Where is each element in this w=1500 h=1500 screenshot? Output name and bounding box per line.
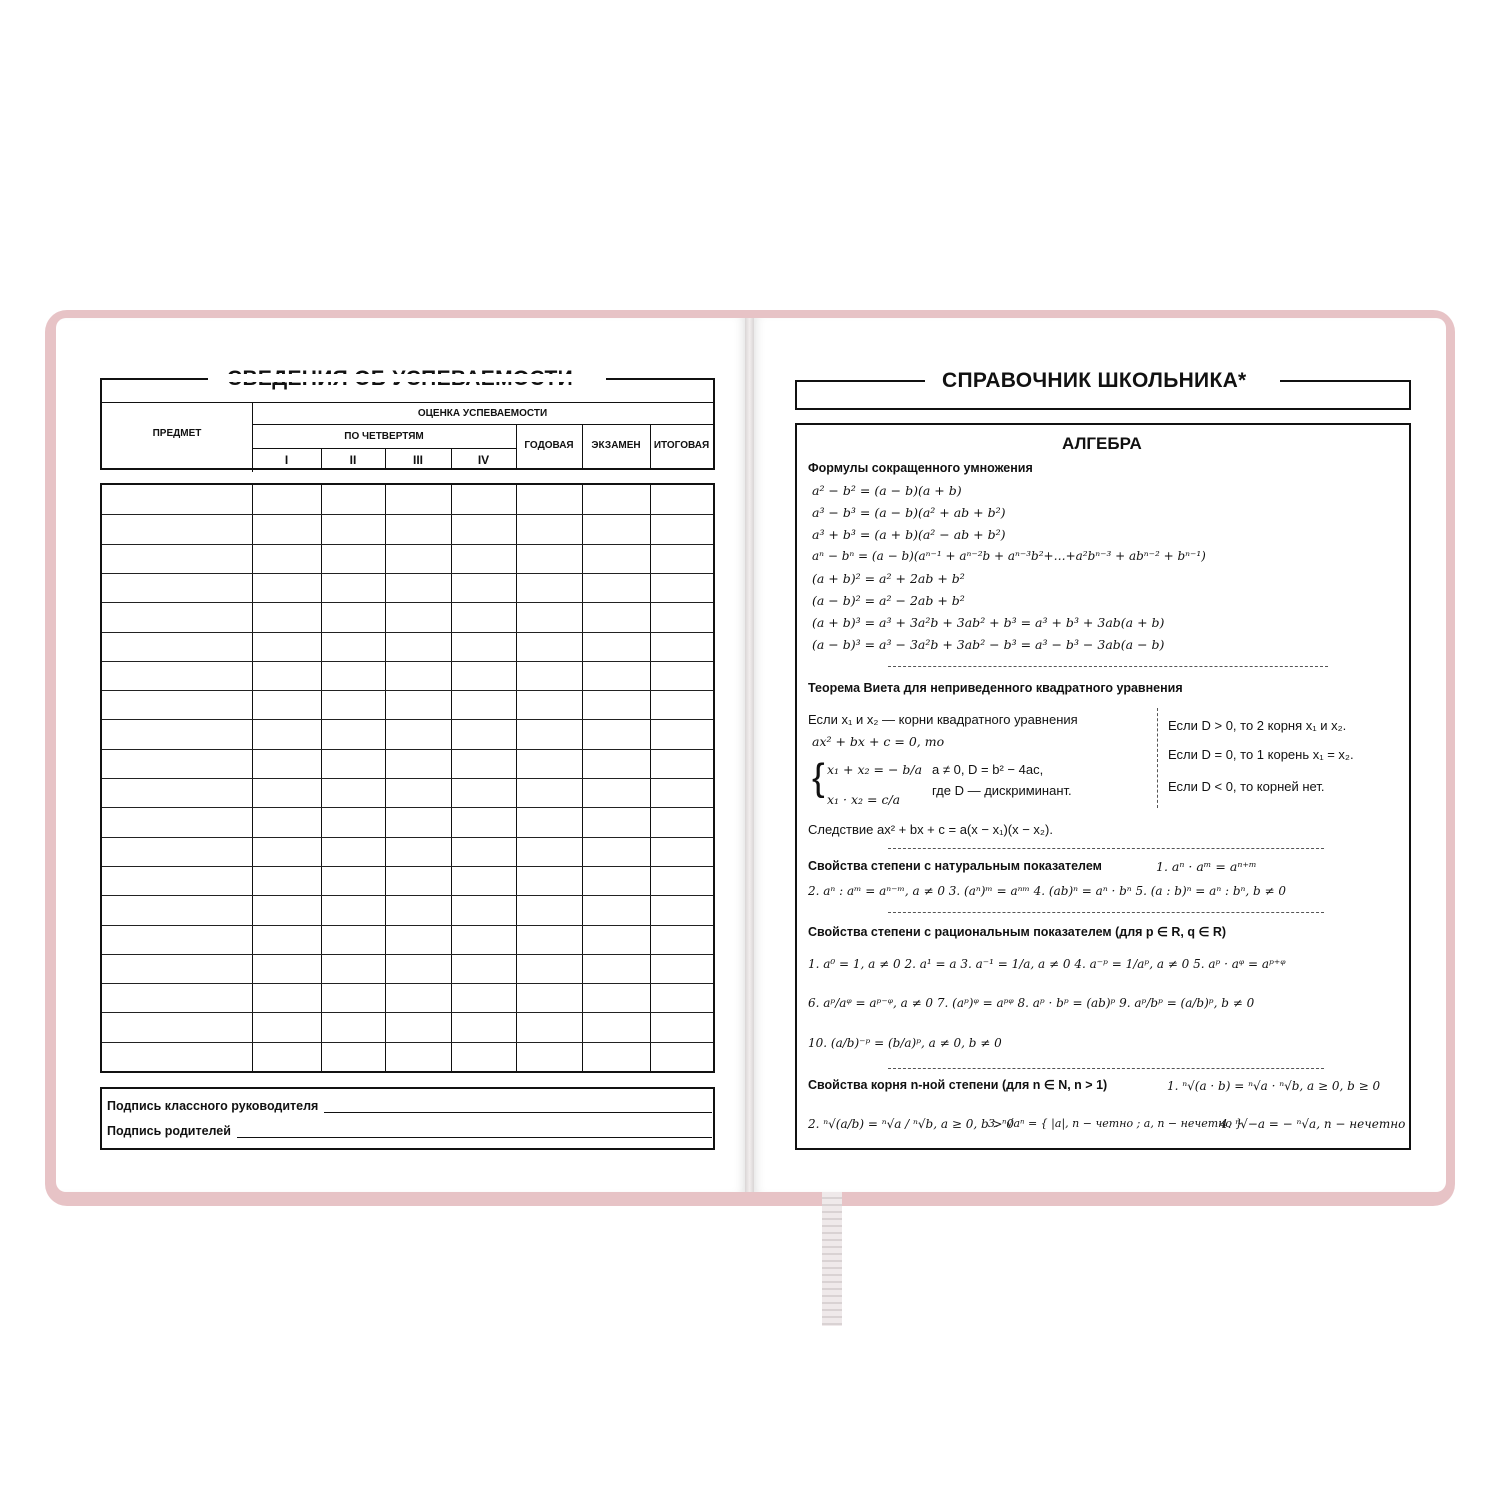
divider bbox=[888, 848, 1324, 849]
grades-header bbox=[100, 378, 715, 470]
vieta-product: x₁ · x₂ = c/a bbox=[827, 792, 901, 807]
quarter-1: I bbox=[284, 453, 289, 467]
grid-row-line bbox=[102, 573, 713, 574]
teacher-signature-label: Подпись классного руководителя bbox=[107, 1099, 319, 1113]
grid-row-line bbox=[102, 925, 713, 926]
vieta-where: где D — дискриминант. bbox=[932, 783, 1072, 798]
teacher-signature-line[interactable] bbox=[324, 1101, 712, 1113]
vieta-brace: { bbox=[812, 757, 825, 799]
subject-header: ПРЕДМЕТ bbox=[152, 428, 202, 439]
formula-5: (a + b)² = a² + 2ab + b² bbox=[812, 571, 965, 586]
quarter-2: II bbox=[349, 453, 357, 467]
grid-row-line bbox=[102, 983, 713, 984]
divider bbox=[888, 666, 1328, 667]
bookmark-ribbon bbox=[822, 1192, 842, 1326]
formula-6: (a − b)² = a² − 2ab + b² bbox=[812, 593, 965, 608]
parents-signature-label: Подпись родителей bbox=[107, 1124, 231, 1138]
exam-header: ЭКЗАМЕН bbox=[591, 440, 641, 451]
vieta-if-roots: Если x₁ и x₂ — корни квадратного уравнения bbox=[808, 712, 1078, 727]
vieta-case-3: Если D < 0, то корней нет. bbox=[1168, 779, 1325, 794]
vieta-separator bbox=[1157, 708, 1158, 808]
divider bbox=[888, 912, 1324, 913]
natural-powers-1: 1. aⁿ · aᵐ = aⁿ⁺ᵐ bbox=[1156, 859, 1257, 874]
roots-4: 4. ⁿ√−a = − ⁿ√a, n − нечетно bbox=[1220, 1117, 1406, 1131]
grid-row-line bbox=[102, 866, 713, 867]
roots-2: 2. ⁿ√(a/b) = ⁿ√a / ⁿ√b, a ≥ 0, b > 0 bbox=[808, 1117, 1014, 1131]
rational-powers-title: Свойства степени с рациональным показателем (для p ∈ R, q ∈ R) bbox=[808, 925, 1227, 939]
formula-2: a³ − b³ = (a − b)(a² + ab + b²) bbox=[812, 505, 1006, 520]
year-header: ГОДОВАЯ bbox=[524, 440, 574, 451]
formula-8: (a − b)³ = a³ − 3a²b + 3ab² − b³ = a³ − b³ − 3ab(a − b) bbox=[812, 637, 1165, 652]
right-title-topline-left bbox=[795, 380, 925, 382]
natural-powers-title: Свойства степени с натуральным показателем bbox=[808, 859, 1102, 873]
algebra-heading: АЛГЕБРА bbox=[1062, 434, 1142, 453]
roots-1: 1. ⁿ√(a · b) = ⁿ√a · ⁿ√b, a ≥ 0, b ≥ 0 bbox=[1167, 1079, 1381, 1093]
divider bbox=[888, 1068, 1324, 1069]
formula-7: (a + b)³ = a³ + 3a²b + 3ab² + b³ = a³ + b³ + 3ab(a + b) bbox=[812, 615, 1165, 630]
grid-row-line bbox=[102, 954, 713, 955]
right-title-topline-right bbox=[1280, 380, 1411, 382]
vieta-case-1: Если D > 0, то 2 корня x₁ и x₂. bbox=[1168, 718, 1347, 733]
rational-powers-3: 10. (a/b)⁻ᵖ = (b/a)ᵖ, a ≠ 0, b ≠ 0 bbox=[808, 1036, 1002, 1050]
grid-row-line bbox=[102, 661, 713, 662]
vieta-equation: ax² + bx + c = 0, то bbox=[812, 734, 945, 749]
rational-powers-1: 1. a⁰ = 1, a ≠ 0 2. a¹ = a 3. a⁻¹ = 1/a, a ≠ 0 4. a⁻ᵖ = 1/aᵖ, a ≠ 0 5. aᵖ · aᵠ = aᵖ⁺ᵠ bbox=[808, 957, 1286, 971]
formula-3: a³ + b³ = (a + b)(a² − ab + b²) bbox=[812, 527, 1006, 542]
grid-row-line bbox=[102, 895, 713, 896]
signature-box bbox=[100, 1087, 715, 1150]
title-gap bbox=[208, 374, 606, 382]
grades-title: ОЦЕНКА УСПЕВАЕМОСТИ bbox=[417, 408, 548, 419]
final-header: ИТОГОВАЯ bbox=[653, 440, 710, 451]
grid-row-line bbox=[102, 690, 713, 691]
grid-row-line bbox=[102, 837, 713, 838]
roots-title: Свойства корня n-ной степени (для n ∈ N, n > 1) bbox=[808, 1078, 1108, 1092]
formula-1: a² − b² = (a − b)(a + b) bbox=[812, 483, 962, 498]
natural-powers-2: 2. aⁿ : aᵐ = aⁿ⁻ᵐ, a ≠ 0 3. (aⁿ)ᵐ = aⁿᵐ 4. (ab)ⁿ = aⁿ · bⁿ 5. (a : b)ⁿ = aⁿ : bⁿ, b ≠ 0 bbox=[808, 884, 1287, 898]
grid-row-line bbox=[102, 602, 713, 603]
grid-row-line bbox=[102, 749, 713, 750]
vieta-condition: a ≠ 0, D = b² − 4ac, bbox=[932, 762, 1044, 777]
vieta-case-2: Если D = 0, то 1 корень x₁ = x₂. bbox=[1168, 747, 1354, 762]
grid-row-line bbox=[102, 544, 713, 545]
grid-row-line bbox=[102, 514, 713, 515]
vieta-corollary: Следствие ax² + bx + c = a(x − x₁)(x − x₂). bbox=[808, 822, 1053, 837]
rational-powers-2: 6. aᵖ/aᵠ = aᵖ⁻ᵠ, a ≠ 0 7. (aᵖ)ᵠ = aᵖᵠ 8. aᵖ · bᵖ = (ab)ᵖ 9. aᵖ/bᵖ = (a/b)ᵖ, b ≠ 0 bbox=[808, 996, 1255, 1010]
grid-row-line bbox=[102, 719, 713, 720]
quarter-4: IV bbox=[477, 453, 490, 467]
page-gutter bbox=[745, 318, 754, 1192]
grid-row-line bbox=[102, 1012, 713, 1013]
grid-row-line bbox=[102, 778, 713, 779]
vieta-sum: x₁ + x₂ = − b/a bbox=[827, 762, 923, 777]
quarter-3: III bbox=[412, 453, 423, 467]
vieta-title: Теорема Виета для неприведенного квадратного уравнения bbox=[808, 681, 1183, 695]
parents-signature-line[interactable] bbox=[237, 1126, 712, 1138]
quarters-header: ПО ЧЕТВЕРТЯМ bbox=[344, 431, 424, 442]
roots-3: 3. ⁿ√aⁿ = { |a|, n − четно ; a, n − нечетно } bbox=[988, 1117, 1243, 1130]
grades-grid[interactable] bbox=[100, 483, 715, 1073]
formula-4: aⁿ − bⁿ = (a − b)(aⁿ⁻¹ + aⁿ⁻²b + aⁿ⁻³b²+…+a²bⁿ⁻³ + abⁿ⁻² + bⁿ⁻¹) bbox=[812, 549, 1206, 563]
grid-row-line bbox=[102, 1042, 713, 1043]
abbrev-title: Формулы сокращенного умножения bbox=[808, 461, 1033, 475]
grid-row-line bbox=[102, 807, 713, 808]
right-page-title: СПРАВОЧНИК ШКОЛЬНИКА* bbox=[928, 369, 1261, 393]
grid-row-line bbox=[102, 632, 713, 633]
